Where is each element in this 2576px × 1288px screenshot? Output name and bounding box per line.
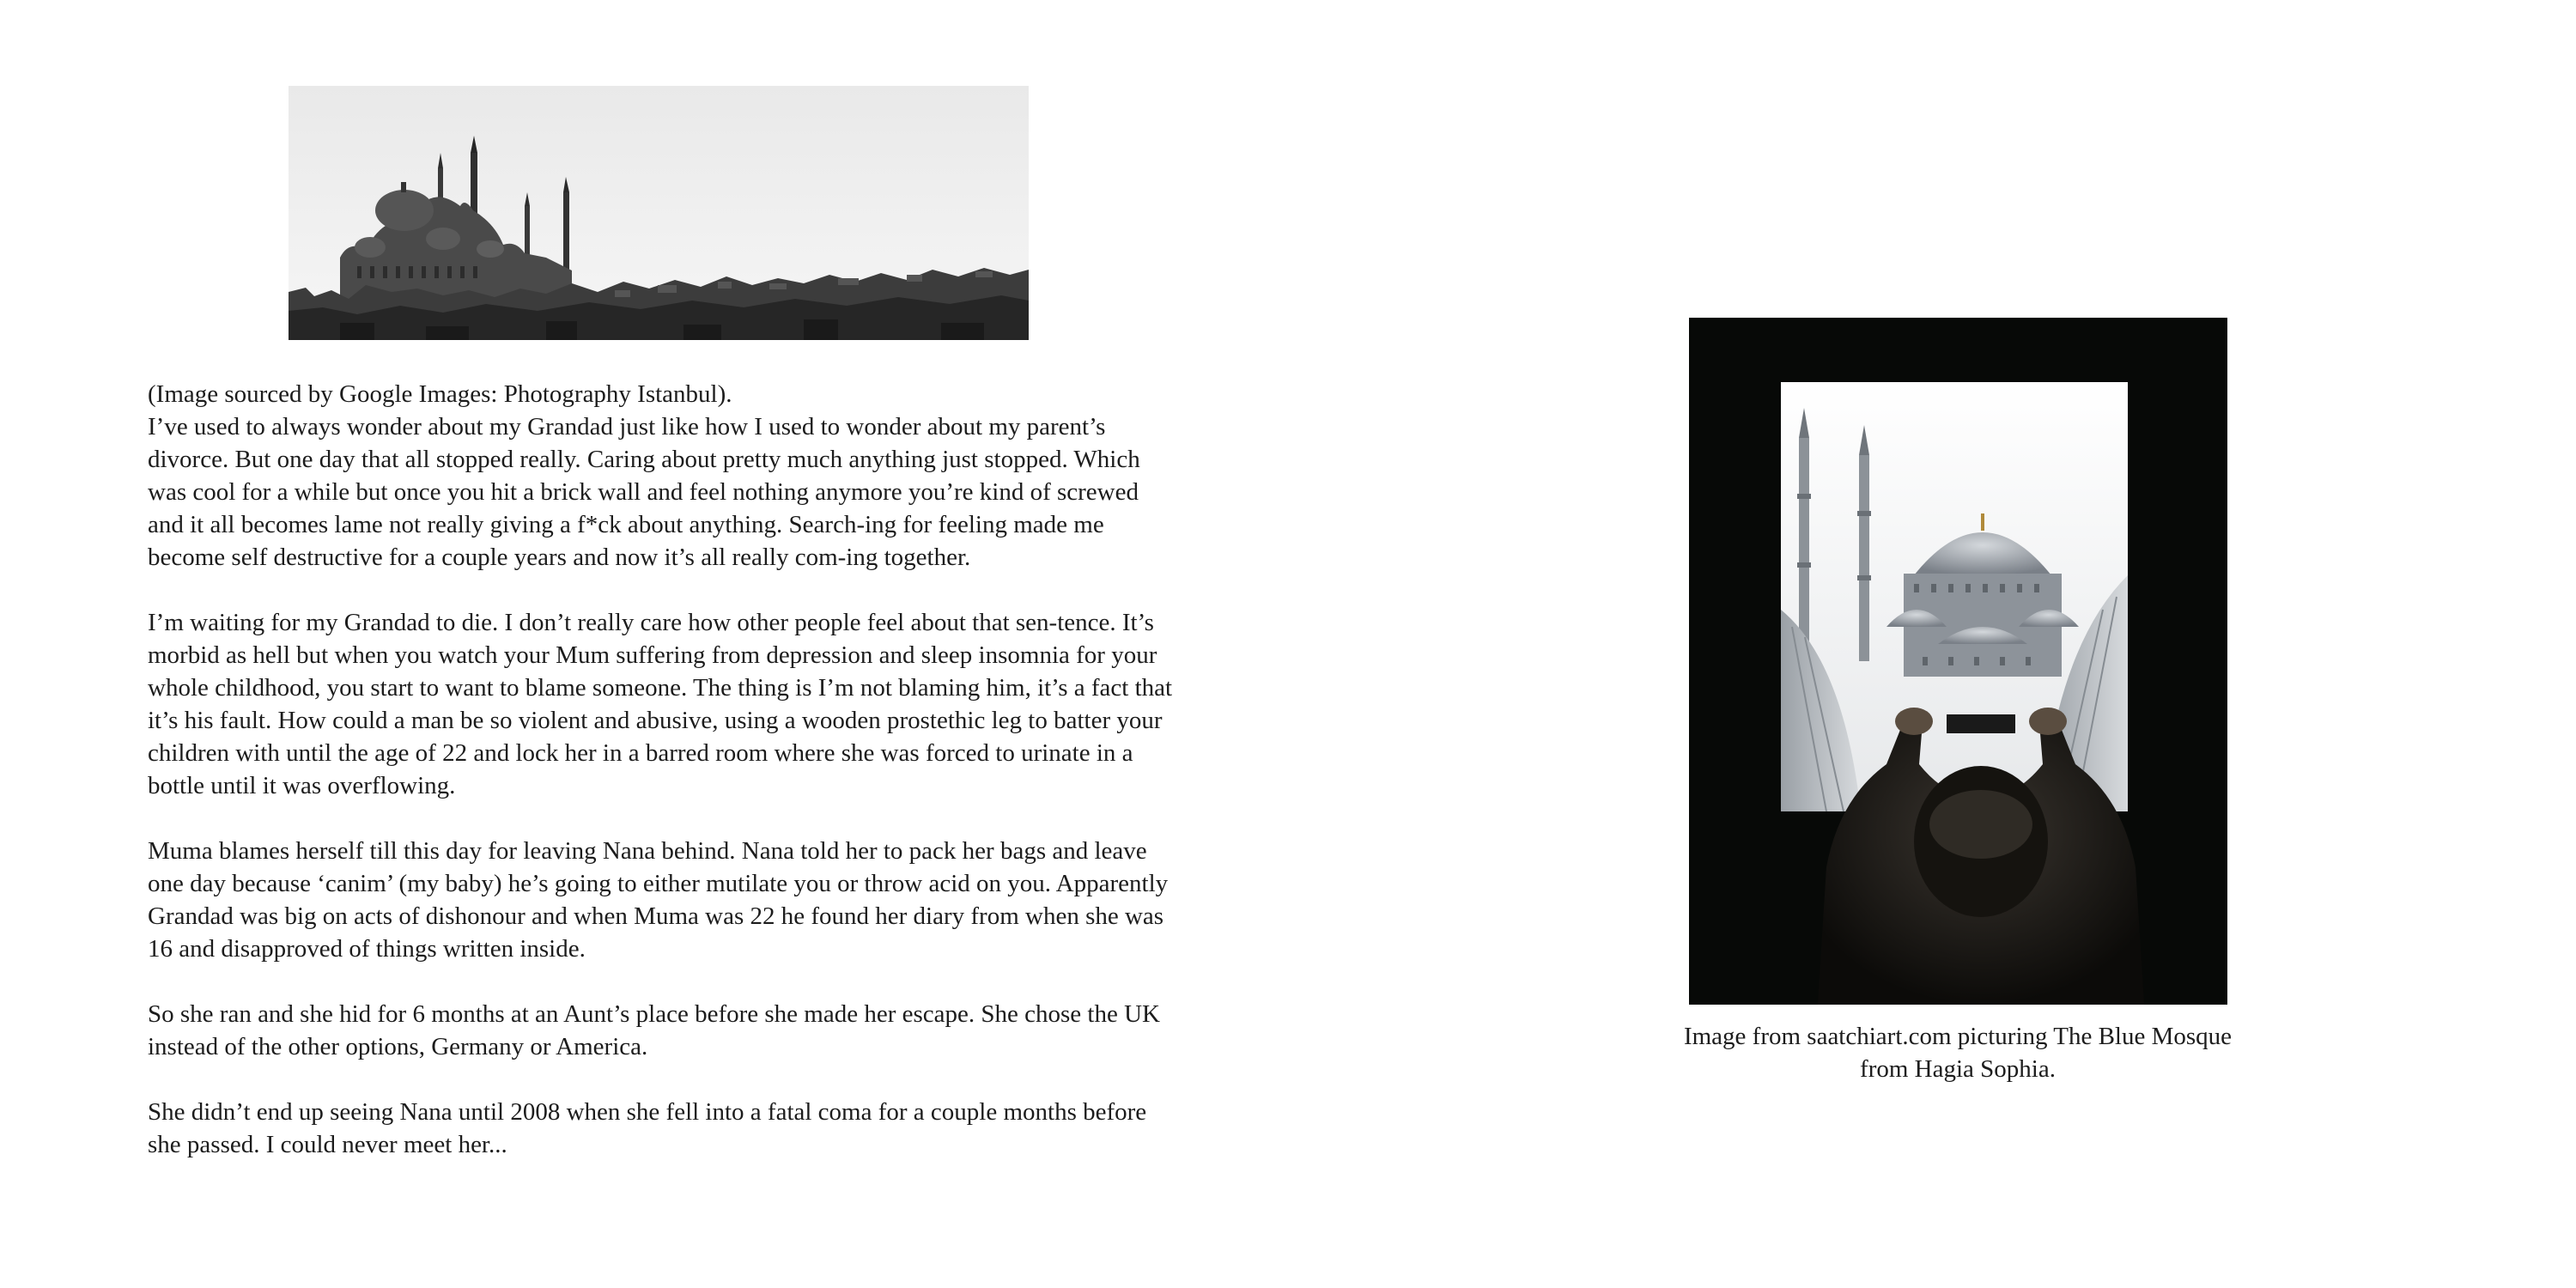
istanbul-skyline-photo bbox=[289, 86, 1029, 340]
paragraph: I’m waiting for my Grandad to die. I don’t really care how other people feel about that sen-tence. It’s morbid as hell but when you watch your Mum suffering from depression and sleep insomnia for your whole childhood, you start to want to blame someone. The thing is I’m not blaming him, it’s a fact that it’s his fault. How could a man be so violent and abusive, using a wooden prostethic leg to batter your children with until the age of 22 and lock her in a barred room where she was forced to urinate in a bottle until it was overflowing. bbox=[148, 609, 1173, 799]
article-text bbox=[148, 378, 1178, 1194]
paragraph: I’ve used to always wonder about my Grandad just like how I used to wonder about my parent’s divorce. But one day that all stopped really. Caring about pretty much anything just stopped. Which was cool for a while but once you hit a brick wall and feel nothing anymore you’re kind of screwed and it all becomes lame not really giving a f*ck about anything. Search-ing for feeling made me become self destructive for a couple years and now it’s all really com-ing together. bbox=[148, 413, 1140, 571]
blue-mosque-window-photo bbox=[1689, 318, 2227, 1005]
paragraph: So she ran and she hid for 6 months at an Aunt’s place before she made her escape. She chose the UK instead of the other options, Germany or America. bbox=[148, 1000, 1160, 1060]
image-credit: (Image sourced by Google Images: Photography Istanbul). bbox=[148, 380, 732, 408]
paragraph: She didn’t end up seeing Nana until 2008 when she fell into a fatal coma for a couple months before she passed. I could never meet her... bbox=[148, 1098, 1147, 1158]
paragraph: Muma blames herself till this day for leaving Nana behind. Nana told her to pack her bags and leave one day because ‘canim’ (my baby) he’s going to either mutilate you or throw acid on you. Apparently Grandad was big on acts of dishonour and when Muma was 22 he found her diary from when she was 16 and disapproved of things written inside. bbox=[148, 837, 1169, 963]
photo-caption: Image from saatchiart.com picturing The Blue Mosque from Hagia Sophia. bbox=[1683, 1023, 2233, 1083]
